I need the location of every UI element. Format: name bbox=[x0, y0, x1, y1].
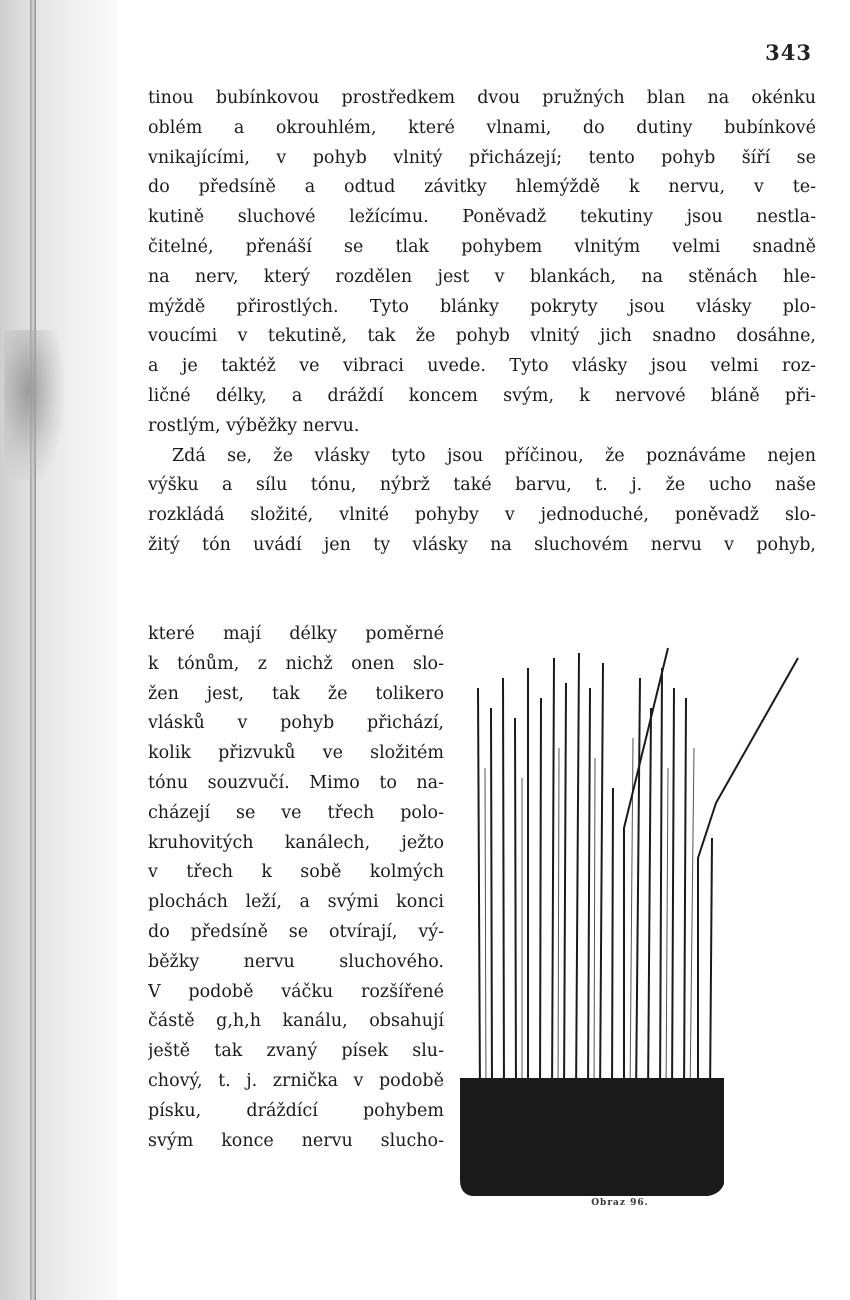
text-line: svým konce nervu slucho- bbox=[148, 1130, 444, 1151]
text-line: do předsíně se otvírají, vý- bbox=[148, 921, 444, 942]
text-line: žitý tón uvádí jen ty vlásky na sluchovém nervu v pohyb, bbox=[148, 534, 816, 555]
text-line: tinou bubínkovou prostředkem dvou pružných blan na okénku bbox=[148, 88, 816, 108]
text-line: čitelné, přenáší se tlak pohybem vlnitým velmi snadně bbox=[148, 236, 816, 257]
text-line: na nerv, který rozdělen jest v blankách, na stěnách hle- bbox=[148, 266, 816, 287]
text-line: vnikajícími, v pohyb vlnitý přicházejí; tento pohyb šíří se bbox=[148, 147, 816, 168]
hair-strand bbox=[540, 698, 541, 1098]
hair-strand bbox=[636, 678, 640, 1098]
fine-hair-strand bbox=[690, 748, 694, 1098]
hair-strand bbox=[478, 688, 480, 1098]
text-line: rozkládá složité, vlnité pohyby v jednoduché, poněvadž slo- bbox=[148, 505, 816, 526]
hair-strand bbox=[648, 708, 651, 1098]
text-line: oblém a okrouhlém, které vlnami, do dutiny bubínkové bbox=[148, 117, 816, 138]
text-line: kutině sluchové ležícímu. Poněvadž tekutiny jsou nestla- bbox=[148, 207, 816, 228]
binding-shadow bbox=[4, 330, 64, 480]
text-line: kolik přizvuků ve složitém bbox=[148, 743, 444, 764]
text-line: k tónům, z nichž onen slo- bbox=[148, 653, 444, 674]
hair-strand bbox=[600, 663, 603, 1098]
text-line: plochách leží, a svými konci bbox=[148, 892, 444, 913]
text-line: V podobě váčku rozšířené bbox=[148, 981, 444, 1002]
text-line: chový, t. j. zrnička v podobě bbox=[148, 1070, 444, 1091]
figure-caption: Obraz 96. bbox=[591, 1198, 649, 1208]
bent-hair-strand bbox=[698, 658, 798, 1098]
text-line: písku, dráždící pohybem bbox=[148, 1100, 444, 1121]
hair-cells-figure-svg bbox=[458, 628, 818, 1228]
fine-hair-strand bbox=[594, 758, 595, 1098]
text-line: ličné délky, a dráždí koncem svým, k nervové bláně při- bbox=[148, 385, 816, 406]
hair-strand bbox=[564, 683, 566, 1098]
narrow-column-text bbox=[148, 620, 444, 1156]
binding-rod bbox=[30, 0, 36, 1300]
text-line: mýždě přirostlých. Tyto blánky pokryty jsou vlásky plo- bbox=[148, 296, 816, 317]
fine-hair-strand bbox=[485, 768, 486, 1098]
text-line: voucími v tekutině, tak že pohyb vlnitý jich snadno dosáhne, bbox=[148, 326, 816, 347]
text-line: které mají délky poměrné bbox=[148, 624, 444, 644]
hair-strand bbox=[588, 688, 590, 1098]
hair-strand bbox=[552, 658, 554, 1098]
text-line: kruhovitých kanálech, ježto bbox=[148, 832, 444, 853]
text-line: a je taktéž ve vibraci uvede. Tyto vlásky jsou velmi roz- bbox=[148, 356, 816, 377]
book-binding-gutter bbox=[0, 0, 118, 1300]
text-line: tónu souzvučí. Mimo to na- bbox=[148, 772, 444, 793]
hair-strand bbox=[710, 838, 712, 1098]
text-line: běžky nervu sluchového. bbox=[148, 951, 444, 972]
hair-strand bbox=[503, 678, 504, 1098]
text-line: výšku a sílu tónu, nýbrž také barvu, t. j. že ucho naše bbox=[148, 475, 816, 496]
full-width-text bbox=[148, 84, 816, 561]
text-line: žen jest, tak že tolikero bbox=[148, 683, 444, 704]
text-line: v třech k sobě kolmých bbox=[148, 862, 444, 883]
text-line: rostlým, výběžky nervu. bbox=[148, 415, 360, 436]
fine-hair-strand bbox=[666, 768, 668, 1098]
hair-strand bbox=[576, 653, 579, 1098]
nerve-membrane-base bbox=[460, 1078, 724, 1196]
fine-hair-strand bbox=[630, 738, 633, 1098]
hair-strand bbox=[491, 708, 492, 1098]
fine-hair-strand bbox=[558, 748, 559, 1098]
page-number: 343 bbox=[765, 40, 812, 65]
hair-strand bbox=[612, 788, 613, 1098]
hair-strand bbox=[660, 668, 662, 1098]
text-line: vlásků v pohyb přichází, bbox=[148, 713, 444, 734]
text-line: částě g,h,h kanálu, obsahují bbox=[148, 1011, 444, 1032]
hair-strand bbox=[684, 698, 686, 1098]
text-line: ještě tak zvaný písek slu- bbox=[148, 1041, 444, 1062]
text-line: Zdá se, že vlásky tyto jsou příčinou, že poznáváme nejen bbox=[172, 445, 816, 466]
text-line: cházejí se ve třech polo- bbox=[148, 802, 444, 823]
nerve-hairs-illustration bbox=[458, 628, 818, 1228]
hair-strand bbox=[672, 688, 674, 1098]
text-line: do předsíně a odtud závitky hlemýždě k nervu, v te- bbox=[148, 177, 816, 198]
hair-strand bbox=[515, 718, 516, 1098]
